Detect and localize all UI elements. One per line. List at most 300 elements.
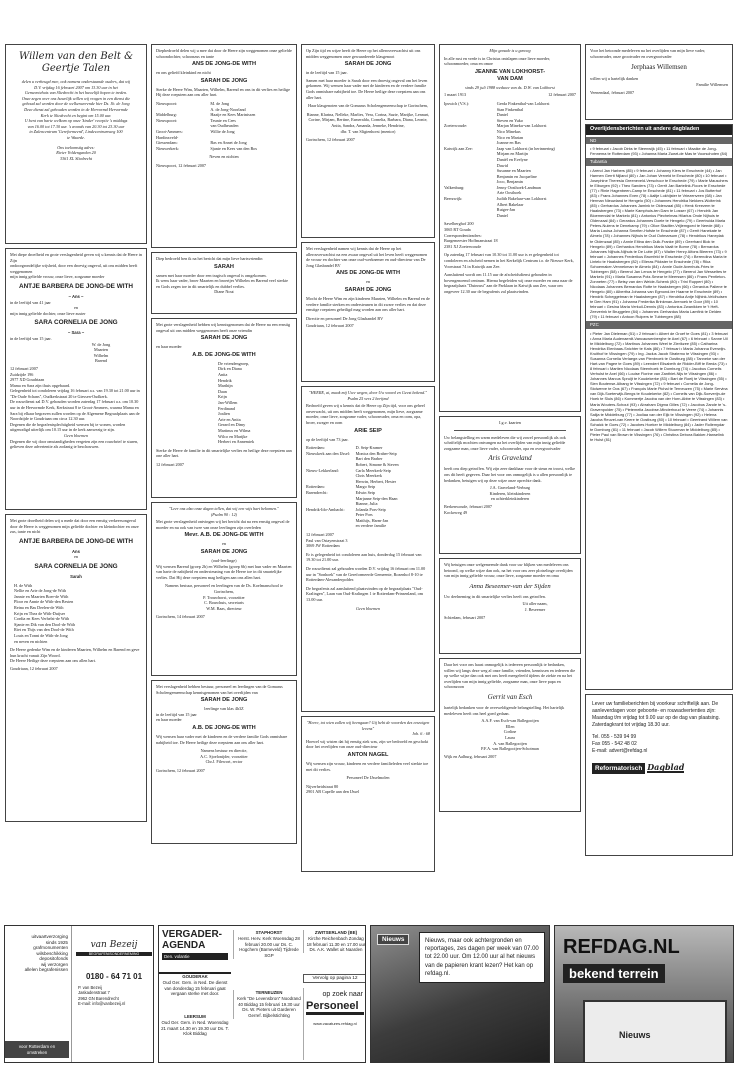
class-label: Haar klasgenoten van de Gomarus Scholengemeenschap te Gorinchem, — [308, 103, 428, 109]
bible-reference: Psalm 25 vers 2 berijmd — [347, 395, 389, 401]
family-row — [444, 213, 576, 219]
relation-text: en haar moeder — [156, 344, 182, 350]
personeel-head: op zoek naar — [322, 991, 363, 998]
signatory-name: Wilhelm — [93, 352, 109, 358]
friend-name: Krijn — [218, 394, 227, 400]
address-line: E-mail: info@vanbezeij.nl — [78, 1001, 126, 1007]
notice-date: Schiedam, februari 2007 — [444, 614, 486, 620]
family-names: Arie Oosthoek — [496, 190, 522, 196]
notice-address-city: 3069 JW Rotterdam — [306, 543, 340, 549]
conjunction: en — [74, 305, 78, 311]
column-3 — [301, 44, 435, 876]
agenda-subtitle: Den. volantie — [162, 953, 228, 960]
family-names: Margo Seip — [355, 484, 376, 490]
relation-text: en ons geliefd kleinkind en nicht — [156, 70, 211, 76]
birth-date: 1 maart 1913 — [444, 92, 467, 98]
family-member: Krijn en Thea de With-Duijser — [14, 610, 66, 616]
notice-body: samen met haar moeder door een tragisch ongeval is omgekomen. — [156, 272, 267, 278]
submission-body: Lever uw familieberichten bij voorkeur schriftelijk aan. De aanleverdagen voor geboorte- en rouwadvertenties zijn: Maandag t/m vrijdag tot 9.00 uur op de dag van plaatsing. Zaterdagkrant tot vrijdag 18.30 uur. — [592, 701, 720, 728]
agenda-gouderak — [161, 974, 229, 997]
bible-quote: "Leer ons alzo onze dagen tellen, dat wij een wijs hart bekomen." — [169, 506, 279, 511]
notice-employer — [301, 242, 435, 382]
notice-intro: Bedroefd geven wij u kennis dat de Heere op Zijn tijd, voor ons geheel onverwacht, uit ons midden heeft weggenomen, mijn lieve, zorgzame moeder, onze lieve, zorgzame vader, schoonvader, oma en oom, opa, broer, zwager en oom — [306, 403, 425, 425]
family-names: Joanne en Bas — [496, 140, 521, 146]
family-names: Dawid — [496, 162, 508, 168]
family-names: Matthijs, Harm-Jan — [355, 517, 389, 523]
deceased-name-line-1: JEANNE VAN LOKHORST- — [474, 68, 546, 75]
friend-name: Wilco en Marijke — [218, 433, 248, 439]
notice-friend — [151, 252, 297, 314]
address-line: Burgemeester Hoffmanstraat 18 — [444, 238, 498, 244]
family-names: Nico Minekus — [496, 128, 521, 134]
wedding-line: delen u verheugd mee, ook namens onderstaande ouders, dat wij — [21, 79, 131, 84]
friend-name: Hendrik — [218, 377, 232, 383]
family-location: Hardinxveld- — [156, 134, 179, 140]
service-item: wij verzorgen — [40, 961, 68, 967]
friend-name: Jan-Willem — [218, 399, 238, 405]
service-item: wilsbeschikking — [36, 950, 68, 956]
wedding-line: te Waarde. — [67, 134, 85, 140]
agenda-terneuzen — [233, 990, 302, 1019]
notice-date: Gorinchem, 12 februari 2007 — [306, 137, 355, 143]
deceased-name-1: ANTJE BARBERA DE JONG-DE WITH — [18, 537, 134, 545]
logo-part-2: Dagblad — [647, 762, 685, 772]
notice-addresses — [444, 221, 576, 249]
family-names: Bart den Braber — [355, 456, 383, 462]
relatives-note: Neven en nichten — [209, 154, 239, 160]
flowers-note: Geen bloemen — [63, 433, 89, 439]
bible-reference: (Psalm 90 : 12) — [210, 511, 238, 517]
wedding-announcement — [5, 44, 147, 244]
contact-email[interactable]: E-mail: advert@refdag.nl — [592, 748, 648, 754]
family-names: Bas en Annet de Jong — [210, 140, 247, 146]
wedding-line: D.V. vrijdag 16 februari 2007 om 13.30 uur in het — [34, 84, 118, 90]
notice-intro — [10, 252, 142, 280]
signatory-name: P. Trouwborst, voorzitter — [203, 594, 245, 600]
friend-name: Anita — [218, 371, 228, 377]
agenda-leersum — [161, 1014, 229, 1037]
deceased-name-2: SARAH DE JONG — [200, 77, 248, 84]
thanks-graveland — [439, 416, 581, 554]
signatory-name: A.A.F. van Esch-van Ballegooijen — [481, 718, 539, 724]
family-names: Susanne en Maarten — [496, 168, 531, 174]
family-names: Rutger-Jan — [496, 207, 516, 213]
refdag-brand: REFDAG.NL — [563, 936, 680, 958]
friend-name: Arie en Anita — [218, 416, 241, 422]
flowers-note: Geen bloemen — [355, 605, 381, 611]
notice-body: willen wij u hartelijk danken — [590, 76, 639, 82]
notice-body: Sterke de Heere Wim, Maarten, Wilhelm, Barend en ons in dit verlies en heilige Hij deze roepstem aan ons aller hart. — [156, 86, 290, 98]
notice-school — [151, 502, 297, 676]
notice-address: Kockeweg 49 — [444, 509, 468, 515]
signatory-name: C. Bouwhuis, secretaris — [204, 600, 244, 606]
signatory-name: P.F.A. van Ballegooijen-Schotman — [481, 746, 539, 752]
notice-date: Berkenwoude, februari 2007 — [444, 503, 493, 509]
agenda-detail: Oud Ger. Gem. in Ned. Woensdag 21 maart 14.30 en 19.30 uur Ds. T. Klok Biddag — [161, 1019, 229, 1037]
family-names: Rianne, Julia — [355, 501, 378, 507]
deceased-name-1: ANS DE JONG-DE WITH — [191, 61, 257, 68]
friend-name: Daan — [218, 388, 227, 394]
signatory: Directie en personeel De Jong Glasbandel BV — [306, 315, 384, 321]
family-names: Edwin Seip — [355, 489, 376, 495]
conjunction: en — [222, 541, 226, 547]
family-names: Joco, Benjamin — [496, 179, 523, 185]
family-location: Barendrecht: — [306, 489, 328, 495]
family-location: Beerzwijk: — [444, 196, 463, 202]
signatory-name: J. Beseemer — [524, 606, 546, 612]
death-notice-de-jong-family — [5, 248, 147, 510]
deceased-name-1: SARAH DE JONG — [200, 697, 248, 704]
bible-quote: "HEERE, ai, maak mij Uwe wegen, door Uw woord en Geest bekend." — [308, 390, 428, 395]
column-2 — [151, 44, 297, 848]
wedding-line: Deze dienst zal gehouden worden in de Hervormd Hervormde — [24, 106, 128, 112]
column-5 — [585, 44, 733, 860]
family-names: Steven en Yuko — [496, 117, 523, 123]
family-names: Benjamin en Jacqueline — [496, 173, 537, 179]
wedding-title-1: Willem van den Belt & — [18, 51, 133, 62]
notice-body-2: Ik wens haar vader, broer Maarten en broertjes Wilhelm en Barend veel sterkte en Gods zegen toe in dit smartelijk en dubbel verlies. — [156, 278, 289, 289]
notice-address-city: 2977 XD Goudriaan — [10, 377, 45, 383]
personeel-url[interactable]: www.vacatures.refdag.nl — [313, 1021, 357, 1026]
bible-quote: "Heere, tot wien zullen wij heengaan? Gij hebt de woorden des eeuwigen levens" — [306, 720, 430, 731]
friend-name: Joalien — [218, 411, 230, 417]
final-note: Degenen die wij door omstandigheden vergeten zijn een rouwbrief te sturen, gelieven deze advertentie als zodanig te beschouwen. — [10, 438, 139, 450]
submission-info — [585, 694, 733, 856]
address-city: 2901 AB Capelle aan den IJssel — [306, 789, 360, 795]
notice-friends-group — [151, 318, 297, 498]
signatory-name: Ellen — [505, 723, 515, 729]
notice-intro: Diepbedroefd delen wij u mee dat door de Heere zijn weggenomen onze geliefde schoondochter, schoonzus en tante — [156, 48, 292, 59]
notice-intro: Diep bedroefd ben ik na het bericht dat mijn lieve hartsvriendin — [156, 256, 263, 261]
family-location: Nieuwpoort: — [156, 100, 178, 106]
notice-intro: Op Zijn tijd en wijze heeft de Heere op het allerosverwachtst uit ons midden weggenomen onze gewaardeerde klasgenoot — [306, 48, 421, 59]
van-bezeij-address — [72, 981, 154, 1011]
deceased-name: ARIE SEIP — [354, 427, 382, 434]
friend-name: Dirk en Diana — [218, 366, 242, 372]
family-member: Cordia en Kees Verhelst-de With — [14, 616, 70, 622]
signatory-name: Uit aller naam, — [522, 601, 548, 607]
address-line: 2962 GN Barendrecht — [78, 995, 119, 1001]
family-names: D. Seip-Kramer — [355, 445, 383, 451]
family-location — [444, 213, 497, 219]
deceased-nick-1: Ans — [72, 548, 80, 554]
wedding-line: Onze zegen over ons huwelijk willen wij vragen in een dienst die — [21, 95, 131, 101]
address-line: 2381 XJ Zoeterwoude — [444, 243, 482, 249]
deaths-list-nd: • 9 februari • Jacob Dirks te Steenwijk (45) • 11 februari • Maaike de Jong-Fennema te Rotterdam (93) • Johanna Maria Zwart-de Mas te Voorschoten (84) — [590, 146, 728, 157]
family-names: Marjan Mineku-van Lokhorst — [496, 123, 547, 129]
family-location: Rotterdam: — [306, 484, 325, 490]
notice-date: Nieuwpoort, 12 februari 2007 — [156, 162, 207, 168]
family-names: Herwin, Herbert, Hester — [355, 478, 397, 484]
wedding-title-2: Geertje Talen — [41, 63, 111, 74]
family-names: Daniel — [496, 212, 508, 218]
thanks-beseemer — [439, 558, 581, 654]
refdag-screen — [583, 1000, 727, 1063]
agenda-staphorst — [233, 930, 302, 959]
deceased-name-1: Mevr. A.B. DE JONG-DE WITH — [184, 532, 264, 539]
notice-classmates — [301, 44, 435, 238]
family-names: Daniel — [496, 112, 508, 118]
intro-line: ondoorgrondelijke wijsheid, door een droevig ongeval, uit ons midden heeft weggenomen — [10, 263, 138, 274]
family-names: Haaije en Kees Marinissen — [210, 112, 256, 118]
family-location: Middelburg: — [156, 112, 177, 118]
relation-text: mijn innig geliefde dochter, onze lieve zuster — [10, 310, 86, 316]
deceased-name-1: ANTJE BARBERA DE JONG-DE WITH — [18, 282, 134, 290]
signatory-name: Kinderen, kleinkinderen — [489, 490, 531, 496]
agenda-detail: Oud Ger. Gem. in Ned. De dienst van donderdag 15 februari gaat vergaan sterke met door. — [162, 979, 228, 997]
agenda-detail: Herst. Herv. Kerk Woensdag 28 februari 20.00 uur Ds. C. Hogchem (Barneveld) Tijdrede SGP — [238, 935, 300, 959]
signatory-name: A. van Ballegooijen — [493, 740, 527, 746]
notice-intro: In alle rust en vrede is in Christus ontslapen onze lieve moeder, schoonmoeder, oma en omoe — [444, 55, 551, 67]
deaths-list-pzc: • Pieter Jan Dieleman (51) • 2 februari • Albert de Groef te Goes (81) • 3 februari • Anna Maria Audenaerdt-Vancauwenberghe te Axel (67) • 6 februari • Sanne Uil te Middelburg (72) • Martinus Johannes Weel te Zierikzee (85) • Catharina Hendrika Elenbaas-Snichter te Kats (86) • 7 februari • Maria Johanna Everwijn-Kruithof te Vlissingen (79) • Ing. Jaclus Jacob Stratemo te Vlissingen (93) • Susanna Cornelia Verlaege-van Pienbroek te Oostburg (88) • Tanneke van der Hart-van Pagee te Goes (89) • Leendert Elisabeth de Ridder-Biff te Breda (73) • 8 februari • Martien Nicolaas Steenhoek te Domburg (74) • Jacobus Cornelis Verhulst te Axel (66) • Louise Fiorine van Zanthiet-Nijs te Vlissingen (86) • Johannes Marcus Spruijt te Koudekerke (83) • Bart de Roeij te Vlissingen (55) • Sien Boutense-Albang te Vlissingen (72) • 9 februari • Cornelia de Jong-Stolwerve te Oos (67) • François Marie Pichal te Terneuzen (75) • Marie Servina van Dijk-Soeterwijk-Bengs te Koudekerke (82) • Cornelis van Dijk-Soeverijn-de Hoek te Sluis (86) • Kommertje Jacoba van der Horn-Abbe te Vlissingen (83) • Maria Wouters-Schout (93) • Abraham Digma Gilles (72) • Jacobus Zande te 's-Gravenpolder (75) • Pietemella Jacobse-Minderhoud te Veere (74) • Johannis Salija te Middelburg (77) • Jooliaa van der Eijk te Vlissingen (92) • Helena Jacoba Reuvel-van Keere te Oostburg (80) • 10 februari • Geertrand Willem van Schaick te Goes (72) • Jacobes Hoeker te Middelburg (84) • Jader Rollemydar te Domburg (81) • 11 februari • Jacob Willem Stuurman te Middelburg (85) • Pieter Paul van Brown te Vlissingen (76) • Christina Debora Bakker-Hanselink te Hulst (81) — [590, 330, 728, 442]
deceased-name: SARAH DE JONG — [344, 61, 392, 68]
family-location: Ipswich (V.S.): — [444, 100, 470, 106]
signatory-name: W.M. Baas, directeur — [206, 605, 242, 611]
contact-block — [592, 734, 726, 755]
deceased-name-2: A.B. DE JONG-DE WITH — [192, 351, 256, 358]
personeel-brand: Personeel — [306, 1000, 364, 1015]
family-names: A. de Jong-Noorland — [210, 106, 246, 112]
notice-intro: Met grote droefheid delen wij u mede dat door een ernstig verkeersongeval door de Heere is weggenomen mijn geliefde dochter en kleindochter en onze zus, tante en nicht — [10, 518, 139, 535]
deceased-name: Jerphaas Willemsen — [631, 63, 687, 72]
intro-line: mijn innig geliefde vrouw, onze lieve, zorgzame moeder — [10, 274, 105, 280]
condolence-info: Er is gelegenheid tot condoleren aan huis, donderdag 15 februari van 19.30 tot 21.00 uur. — [306, 551, 422, 563]
deaths-other-papers — [585, 124, 733, 690]
family-member: Ploor en Annie de With-den Besten — [14, 599, 74, 605]
family-names: Peter Pors — [355, 512, 373, 518]
detail-paragraph: Degenen die de begrafenisplechtigheid wensen bij te wonen, worden uitgenodigd uiterlijk om 10.15 uur in de kerk aanwezig te zijn. — [10, 421, 126, 433]
friend-name: De vriendengroep, — [218, 360, 250, 366]
logo-part-1: Reformatorisch — [592, 763, 645, 774]
family-location: Rotterdam: — [306, 445, 325, 451]
family-names: Mirjam en Martijn — [496, 151, 528, 157]
signatory-name: Laura — [505, 734, 515, 740]
deceased-nick-2: ~ Sara ~ — [67, 330, 85, 336]
ad-nieuws[interactable] — [370, 925, 550, 1063]
family-location: Katwijk aan Zee: — [444, 145, 473, 151]
refdag-tagline: bekend terrein — [563, 964, 665, 983]
deceased-nick-1: ~ Ans ~ — [68, 293, 84, 299]
closing-text-2: De Heere Heilige deze roepstem aan ons allen hart. — [10, 658, 96, 664]
notice-intro: Daar het voor ons haast onmogelijk is iedereen persoonlijk te bedanken, willen wij langs deze weg al onze familie, vrienden, kennissen en iedereen die op welke wijze dan ook met ons heeft meegeleefd tijdens de ziekte en na het overlijden van mijn innig geliefde, zorgzame man, onze lieve papa en schoonzoon — [444, 662, 576, 690]
family-names: Marjanne Seip-den Haan — [355, 495, 398, 501]
family-member: Riet en Thijs van den Dool-de With — [14, 627, 74, 633]
agenda-place: TERNEUZEN — [255, 990, 283, 995]
signatories — [156, 754, 292, 765]
signatories — [494, 601, 576, 612]
column-1 — [5, 44, 147, 826]
newspaper-logo — [592, 763, 726, 774]
family-names: Jaap van Lokhorst (in herinnering) — [496, 145, 555, 151]
family-location: Nieuw-Lekkerland: — [306, 467, 339, 473]
signatory-name: Chr.J. Filewort, rector — [205, 759, 243, 765]
van-bezeij-brand: van Bezeij — [90, 940, 138, 950]
notice-intro: Wij betuigen onze welgemeende dank voor uw blijken van medeleven ons betoond, op welke wijze dan ook, na het voor ons zeer plotselinge overlijden van mijn innig geliefde vrouw, onze lieve, zorgzame moeder en oma — [444, 562, 573, 579]
family-row — [156, 146, 292, 152]
notice-body: Sterke de Heere de familie in dit smartelijke verlies en heilige deze roepstem aan one aller hart. — [156, 447, 292, 459]
family-member: Louis en Tonni de With-de Jong — [14, 632, 68, 638]
agenda-title-1: VERGADER- — [162, 929, 223, 940]
death-notice-de-with-family — [5, 514, 147, 822]
deceased-name: Anna Beseemer-van der Sijden — [469, 582, 551, 590]
service-info: De rouwdienst zal gehouden worden D.V. vrijdag 16 februari om 11.00 uur in "Sonhoek" van de Gereformeerde Gemeente, Rozenhof 8-10 te Rotterdam-Alexanderpolder. — [306, 566, 426, 583]
notice-body: Uw deelneming in dit smartelijke verlies heeft ons getroffen. — [444, 593, 546, 599]
deceased-note: (oud-leerlinge) — [211, 557, 237, 563]
signatories — [156, 595, 292, 612]
family-names: Stan Finkenthal — [496, 106, 524, 112]
family-names: Chris Meerkerk — [355, 473, 382, 479]
agenda-detail: Kerk "De Levensbron" Noodrand 40 Biddag 15 februari 19.30 uur Ds. W. Pieters uit Garderen Gerref. Bijbelstichting — [237, 995, 301, 1019]
signatory: Personeel De IJsselmolen — [346, 775, 390, 781]
family-names: van Oudheusden — [210, 123, 239, 129]
detail-paragraph: Mama en Sara zijn thuis opgebaard. — [10, 382, 71, 388]
death-notice-in-laws — [151, 44, 297, 248]
notice-date: 12 februari 2007 — [10, 365, 38, 371]
deceased-name-1: SARAH DE JONG — [200, 335, 248, 342]
wedding-address — [12, 145, 140, 162]
agenda-place: LEERSUM — [184, 1014, 206, 1019]
signatory-intro: Namens bestuur en directie, — [200, 748, 248, 754]
family-names: en verdere familie — [355, 523, 387, 529]
deceased-name: Aris Graveland — [488, 454, 532, 463]
service-item: depositofonds — [39, 956, 68, 961]
deceased-name: Gerrit van Esch — [487, 692, 533, 701]
bible-reference: Joh. 6 : 68 — [412, 731, 430, 737]
notice-van-lokhorst — [439, 44, 581, 412]
signatory-name: J.A. Graveland-Verburg — [489, 485, 531, 491]
deceased-name-2: SARAH DE JONG — [200, 548, 248, 555]
service-item: grafmonumenten — [33, 945, 68, 950]
section-sub-pzc: PZC — [586, 321, 732, 329]
family-names: Jolanda Pors-Seip — [355, 506, 386, 512]
family-list — [444, 101, 576, 218]
notice-arie-seip — [301, 386, 435, 712]
agenda-header — [159, 926, 231, 974]
family-location: Nieuwpoort: — [156, 117, 178, 123]
van-bezeij-tagline: BEGRAFENISONDERNEMING — [76, 952, 152, 956]
family-names: Nico en Marian — [496, 134, 524, 140]
intro-line: Met diepe droefheid en grote verslagenheid geven wij u kennis dat de Heere in Zijn — [10, 252, 142, 263]
signatories — [444, 718, 576, 752]
family-member: Sjanie en Dik van den Dool-de With — [14, 621, 75, 627]
family-location: Hendrik-Ido-Ambacht: — [306, 506, 345, 512]
notice-intro: Met verslagenheid hebben bestuur, personeel en leerlingen van de Gomarus Scholengemeenschap kennisgenomen van het overlijden van — [156, 684, 283, 695]
agenda-zwitserland — [303, 930, 366, 953]
deceased-name-2: SARAH DE JONG — [344, 286, 392, 293]
contact-fax: Fax 055 - 542 48 02 — [592, 741, 637, 747]
mentor: dhr. T. van Sligtenhorst (mentor) — [340, 128, 396, 134]
ad-refdag[interactable] — [554, 925, 734, 1063]
section-title: Overlijdensberichten uit andere dagbladen — [586, 125, 732, 135]
relation-text: en haar moeder — [156, 717, 182, 723]
notice-body: Wij wensen Barend (groep 2b) en Wilhelm (groep 6b) met hun vader en Maarten van harte de nabijheid en ondersteuning van de Heere toe in dit smartelijke verlies. Dat Hij deze roepstem mag heiligen aan ons allen hart. — [156, 563, 292, 580]
family-row — [306, 523, 430, 529]
wedding-line: gehoud zal worden door de welkenwerende hier Ds. Jb. de Jong — [22, 101, 130, 107]
friend-name: Ferdinand — [218, 405, 235, 411]
burial-info: De begrafenis zal aansluitend plaatsvinden op de begraafplaats "Oud-Kralingen", Laan van Oud-Kralingen 1 te Rotterdam-Prinsenland, om 13.00 uur. — [306, 585, 423, 602]
family-member: Nellie en Arie de Jong-de With — [14, 588, 66, 594]
family-names: Gerda Finkenthal-van Lokhorst — [496, 100, 550, 106]
notice-date: Goudriaan, 12 februari 2007 — [10, 665, 58, 671]
column-4 — [439, 44, 581, 816]
notice-date: Gorinchem, 12 februari 2007 — [156, 767, 205, 773]
deceased-name-2: SARA CORNELIA DE JONG — [34, 319, 118, 327]
notice-body: hartelijk bedanken voor de overweldigende belangstelling. Het hartelijk medeleven heeft ons heel goed gedaan. — [444, 704, 565, 716]
deceased-name-2: A.B. DE JONG-DE WITH — [192, 724, 256, 731]
agenda-place: GOUDERAK — [182, 974, 208, 979]
detail-paragraph: De rouwdienst zal D.V. gehouden worden zaterdag 17 februari a.s. om 10.30 uur in de Hervormde Kerk, Kerkstraat 8 te Groot-Ammers, waarna Mama en Sara bij elkaar begraven zullen worden op de Algemene Begraafplaats aan de Noordzijde te Goudriaan om circa 12.30 uur. — [10, 399, 140, 422]
family-names: Sjanie en Kees van den Bos — [210, 145, 258, 151]
notice-intro: Met grote verslagenheid hebben wij kennisgenomen dat de Heere na een ernstig ongeval uit ons midden weggenomen heeft onze vriendin — [156, 322, 291, 333]
signatory-intro: Namens bestuur, personeel en leerlingen van de Ds. Koelmanschool te Gorinchem, — [164, 583, 284, 594]
detail-paragraph: Gelegenheid tot condoleren vrijdag 16 februari a.s. van 19.30 tot 21.00 uur in "De Oude Schans", Oudkerkstraat 20 te Giessen-Oudkerk. — [10, 388, 140, 399]
family-member: Reina en Bas Deelen-de With — [14, 604, 64, 610]
service-item: allelen begrafenissen — [24, 967, 68, 972]
deceased-age: in de leeftijd van 15 jaar — [156, 711, 197, 717]
condolence-info: Op zaterdag 17 februari van 10.30 tot 11.00 uur is er gelegenheid tot condoleren en afscheid nemen in het Kerkelijk Centrum t.o. de Nieuwe Kerk, Voorstraat 74 in Katwijk aan Zee. — [444, 252, 574, 269]
agenda-continued[interactable]: Vervolg op pagina 12 — [303, 974, 366, 983]
notice-address-street: Paul van Ostayenstraat 3 — [306, 537, 348, 543]
family-location: Nieuwkerk aan den IJssel: — [306, 450, 351, 456]
family-member: H. de With — [14, 582, 33, 588]
family-names: Carla Meerkerk-Seip — [355, 467, 391, 473]
family-location: Giessendam: — [156, 140, 178, 146]
notice-intro: Uw belangstelling en warm medeleven die wij zowel persoonlijk als ook schriftelijk mochten ontvangen na het overlijden van mijn innig geliefde zorgzame man, onze lieve vader, schoonvader, opa en overgrootvader — [444, 434, 566, 451]
notice-date: Gorinchem, 14 februari 2007 — [156, 614, 205, 620]
thanks-willemsen — [585, 44, 733, 120]
signatory: Familie Willemsen — [696, 81, 728, 87]
notice-intro: Met grote verslagenheid ontvingen wij het bericht dat na een ernstig ongeval de moeder en nu ook van twee van onze leerlingen zijn overleden — [156, 519, 290, 530]
friend-name: Martinus en Wilma — [218, 427, 251, 433]
service-info: Aansluitend wordt om 11.15 uur de afscheidsdienst gehouden in bovengenoemd centrum. Hierna begeleiden wij onze moeder en oma naar de begraafplaats "Duinrust" aan de Parklaan in Katwijk aan Zee, waar om ongeveer 12.30 uur de begrafenis zal plaatsvinden. — [444, 272, 573, 294]
notice-intro: Hoewel wij wisten dat hij ernstig ziek was, zijn we bedroefd en geschokt door het overlijden van onze oud-directeur — [306, 738, 429, 750]
thanks-van-esch — [439, 658, 581, 812]
notice-date: Goudriaan, 12 februari 2007 — [306, 323, 354, 329]
ad-vergaderagenda — [158, 925, 366, 1063]
signature: Diane Nout — [214, 289, 234, 295]
van-bezeij-main — [71, 926, 154, 1063]
section-sub-nd: ND — [586, 137, 732, 145]
family-member: en neven en nichten — [14, 638, 48, 644]
wedding-line: Kerk te Sliedrecht en begint om 15.00 uur. — [40, 112, 112, 118]
family-location: Valkenburg: — [444, 184, 465, 190]
family-location: Zoeterwoude: — [444, 123, 468, 129]
address-line: Jaskadenstraat 7 — [78, 990, 110, 996]
contact-phone: Tel. 055 - 539 94 99 — [592, 734, 637, 740]
nieuws-text: Nieuws, maar ook achtergronden en reportages, zes dagen per week van 07.00 tot 22.00 uur. Om 12.00 uur al het nieuws van de papieren krant lezen? Het kan op refdag.nl. — [419, 932, 545, 983]
family-location: Nieuwerkerk: — [156, 145, 180, 151]
deceased-note: sinds 29 juli 1988 weduwe van ds. D.W. van Lokhorst — [465, 84, 555, 90]
signatory-name: Corline — [503, 729, 517, 735]
notice-date: 12 februari 2007 — [156, 461, 184, 467]
family-names: Jenny Oosthoek-Landman — [496, 184, 541, 190]
deceased-name-2: SARA CORNELIA DE JONG — [34, 562, 118, 570]
notice-date: Veenendaal, februari 2007 — [590, 90, 635, 96]
wedding-body — [12, 79, 140, 141]
van-bezeij-phone: 0180 - 64 71 01 — [85, 972, 143, 981]
family-names: Albert Bakelaar — [496, 201, 524, 207]
family-names: Robert, Simone & Steven — [355, 461, 399, 467]
conjunction: en — [366, 279, 370, 285]
notice-gomarus-school — [151, 680, 297, 844]
family-list — [156, 101, 292, 151]
friend-name: Herbert en Annemiek — [218, 439, 255, 445]
notice-body: Mocht de Heere Wim en zijn kinderen Maarten, Wilhelm en Barend en de verdere familie sterken en ondersteunen in dit zware verlies en dat deze ernstige roepstem geheiligd mag worden aan ons aller hart. — [306, 295, 430, 313]
nieuws-badge: Nieuws — [377, 934, 409, 945]
notice-body: heeft ons diep getroffen. Wij zijn zeer dankbaar voor de steun en troost, welke ons dit heeft gegeven. Daar het voor ons onmogelijk is u allen persoonlijk te bedanken, betuigen wij op deze wijze onze oprechte dank. — [444, 466, 575, 483]
service-item: sinds 1925 — [45, 939, 68, 945]
ad-personeel[interactable] — [303, 988, 366, 1060]
